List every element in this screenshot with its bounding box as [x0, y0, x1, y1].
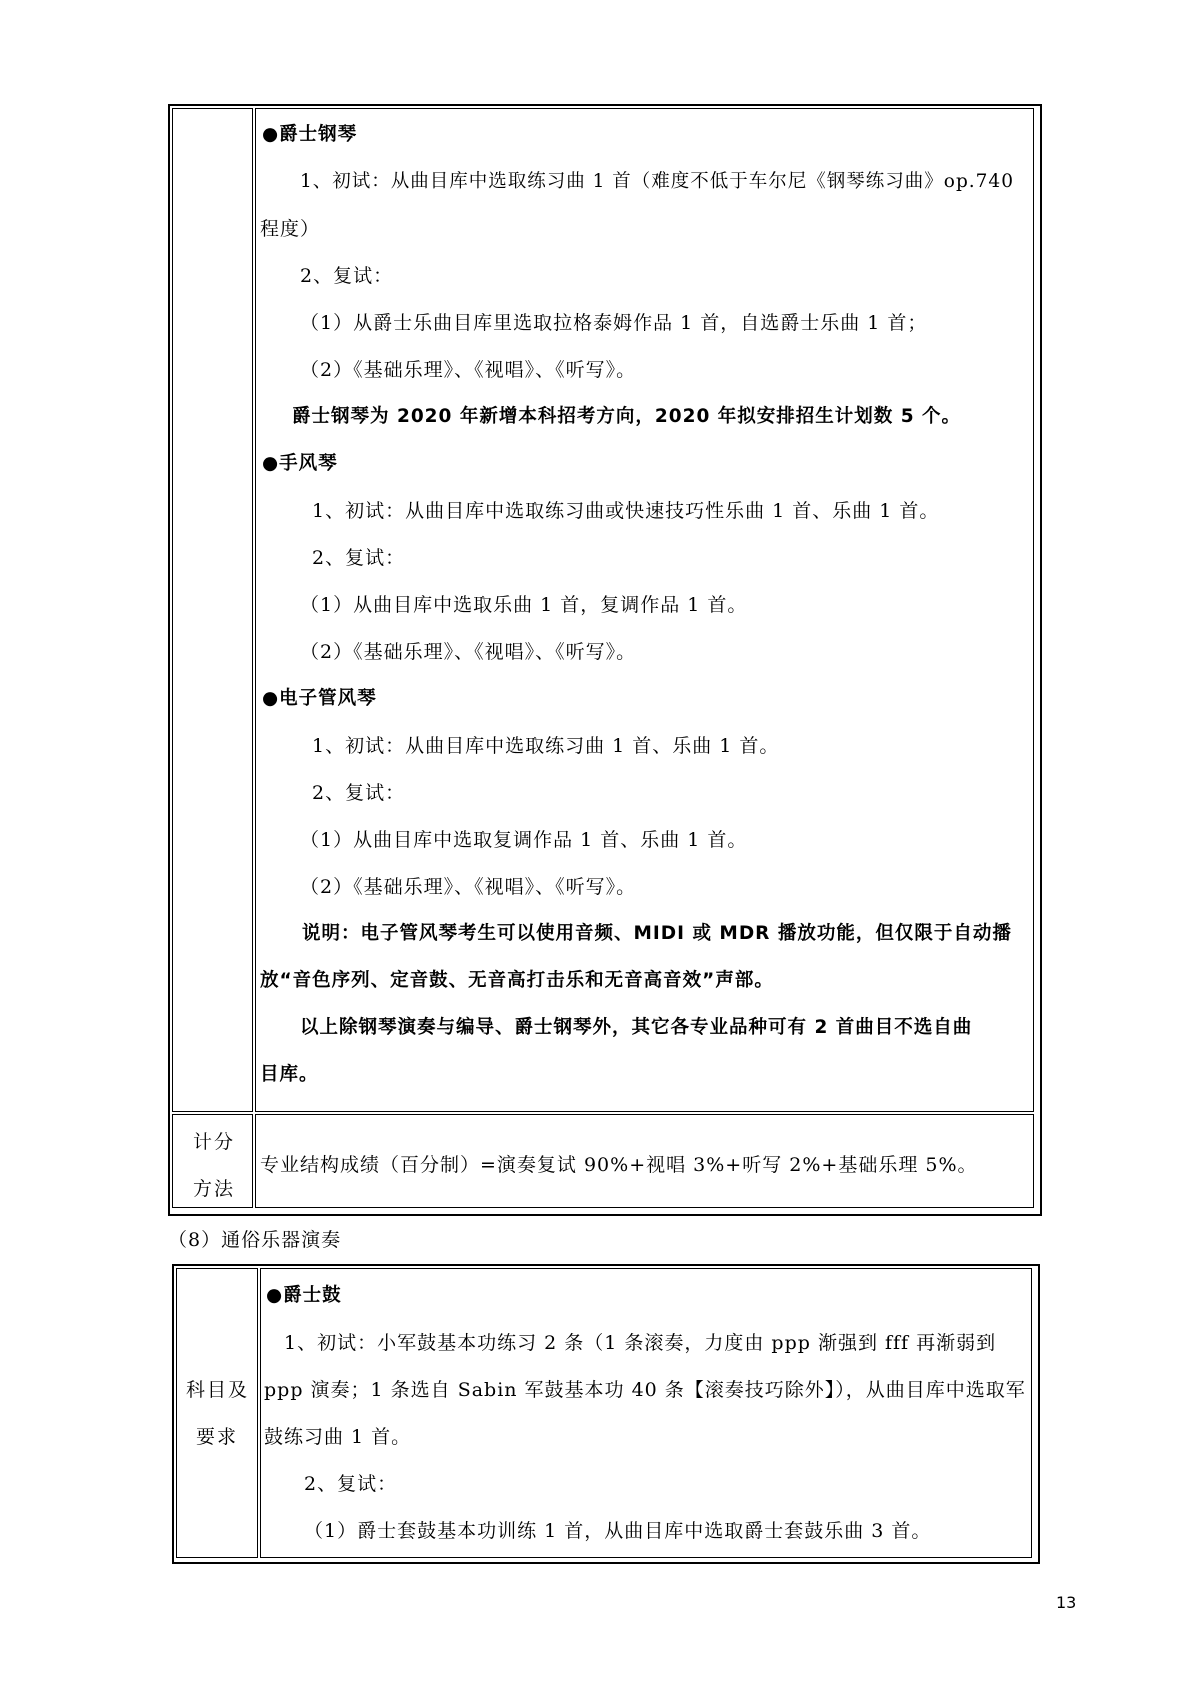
t1-line: （1）从曲目库中选取乐曲 1 首，复调作品 1 首。 — [300, 594, 748, 616]
t1-line: （2）《基础乐理》、《视唱》、《听写》。 — [300, 359, 637, 381]
t2-line: ●爵士鼓 — [266, 1285, 342, 1306]
t2-line: （1）爵士套鼓基本功训练 1 首，从曲目库中选取爵士套鼓乐曲 3 首。 — [304, 1520, 932, 1542]
t2-line: 2、复试： — [304, 1473, 398, 1495]
section-title: （8）通俗乐器演奏 — [168, 1229, 342, 1251]
t1-line: （2）《基础乐理》、《视唱》、《听写》。 — [300, 641, 637, 663]
scoring-label-1: 计分 — [193, 1131, 236, 1153]
table-1-label-cell — [172, 108, 253, 1112]
t1-line: ●爵士钢琴 — [262, 124, 358, 145]
t1-line: 放“音色序列、定音鼓、无音高打击乐和无音高音效”声部。 — [260, 970, 774, 991]
table-2-content-cell — [260, 1268, 1032, 1558]
t1-line: 爵士钢琴为 2020 年新增本科招考方向，2020 年拟安排招生计划数 5 个。 — [292, 406, 962, 427]
t1-line: 程度） — [260, 218, 321, 240]
t1-line: （1）从爵士乐曲目库里选取拉格泰姆作品 1 首，自选爵士乐曲 1 首； — [300, 312, 928, 334]
t2-line: 1、初试：小军鼓基本功练习 2 条（1 条滚奏，力度由 ppp 渐强到 fff 再渐弱到 — [284, 1332, 997, 1354]
scoring-text: 专业结构成绩（百分制）=演奏复试 90%+视唱 3%+听写 2%+基础乐理 5%。 — [260, 1154, 978, 1176]
t1-line: 以上除钢琴演奏与编导、爵士钢琴外，其它各专业品种可有 2 首曲目不选自曲 — [300, 1017, 973, 1038]
table-2-label-cell — [176, 1268, 258, 1558]
t2-line: ppp 演奏；1 条选自 Sabin 军鼓基本功 40 条【滚奏技巧除外】），从曲目库中选取军 — [264, 1379, 1026, 1401]
t1-line: 2、复试： — [300, 265, 394, 287]
t1-line: 2、复试： — [312, 782, 406, 804]
t1-line: （1）从曲目库中选取复调作品 1 首、乐曲 1 首。 — [300, 829, 748, 851]
t1-line: 1、初试：从曲目库中选取练习曲 1 首（难度不低于车尔尼《钢琴练习曲》op.740 — [300, 171, 1014, 192]
t1-line: 目库。 — [260, 1064, 319, 1085]
t1-line: （2）《基础乐理》、《视唱》、《听写》。 — [300, 876, 637, 898]
page-number: 13 — [1056, 1593, 1077, 1612]
t1-line: 1、初试：从曲目库中选取练习曲或快速技巧性乐曲 1 首、乐曲 1 首。 — [312, 500, 940, 522]
scoring-label-2: 方法 — [193, 1178, 236, 1200]
t1-line: 1、初试：从曲目库中选取练习曲 1 首、乐曲 1 首。 — [312, 735, 780, 757]
t2-line: 鼓练习曲 1 首。 — [264, 1426, 412, 1448]
t1-line: 说明：电子管风琴考生可以使用音频、MIDI 或 MDR 播放功能，但仅限于自动播 — [302, 923, 1012, 944]
table-2-label-2: 要求 — [196, 1426, 239, 1448]
table-2-label-1: 科目及 — [186, 1379, 250, 1401]
t1-line: ●手风琴 — [262, 453, 338, 474]
t1-line: 2、复试： — [312, 547, 406, 569]
t1-line: ●电子管风琴 — [262, 688, 377, 709]
